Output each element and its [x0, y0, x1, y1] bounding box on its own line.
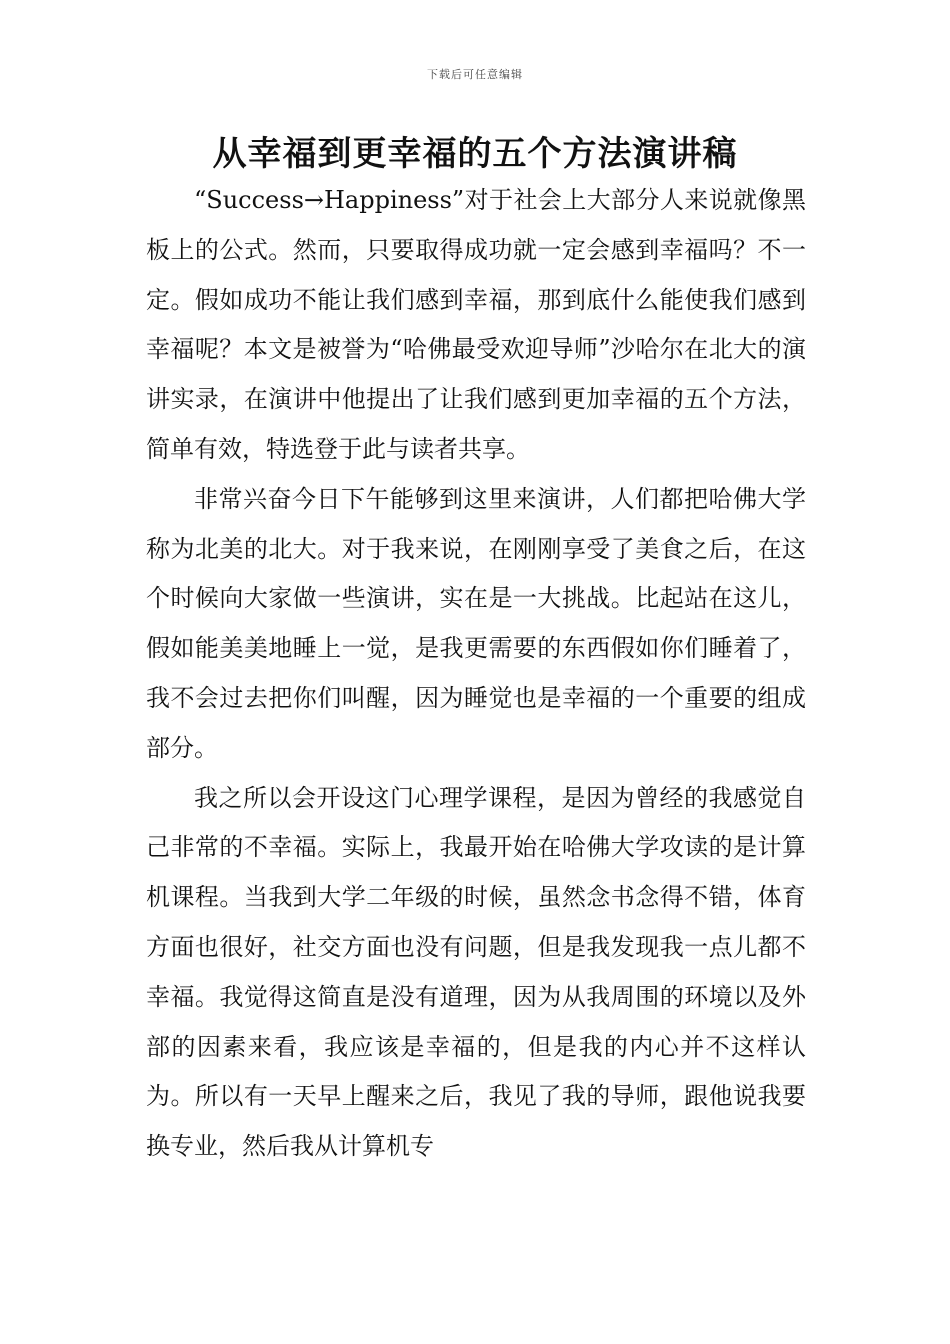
paragraph-course-origin: 我之所以会开设这门心理学课程，是因为曾经的我感觉自己非常的不幸福。实际上，我最开始在哈佛大学攻读的是计算机课程。当我到大学二年级的时候，虽然念书念得不错，体育方面也很好，社交方面也没有问题，但是我发现我一点儿都不幸福。我觉得这简直是没有道理，因为从我周围的环境以及外部的因素来看，我应该是幸福的，但是我的内心并不这样认为。所以有一天早上醒来之后，我见了我的导师，跟他说我要换专业，然后我从计算机专 — [146, 783, 806, 1161]
document-body — [146, 176, 806, 1172]
page-header-note: 下载后可任意编辑 — [427, 68, 523, 81]
paragraph-intro: “Success→Happiness”对于社会上大部分人来说就像黑板上的公式。然而，只要取得成功就一定会感到幸福吗？不一定。假如成功不能让我们感到幸福，那到底什么能使我们感到幸福呢？本文是被誉为“哈佛最受欢迎导师”沙哈尔在北大的演讲实录，在演讲中他提出了让我们感到更加幸福的五个方法，简单有效，特选登于此与读者共享。 — [146, 186, 806, 463]
document-title: 从幸福到更幸福的五个方法演讲稿 — [212, 134, 738, 174]
paragraph-opening: 非常兴奋今日下午能够到这里来演讲，人们都把哈佛大学称为北美的北大。对于我来说，在刚刚享受了美食之后，在这个时候向大家做一些演讲，实在是一大挑战。比起站在这儿，假如能美美地睡上一觉，是我更需要的东西假如你们睡着了，我不会过去把你们叫醒，因为睡觉也是幸福的一个重要的组成部分。 — [146, 484, 806, 762]
